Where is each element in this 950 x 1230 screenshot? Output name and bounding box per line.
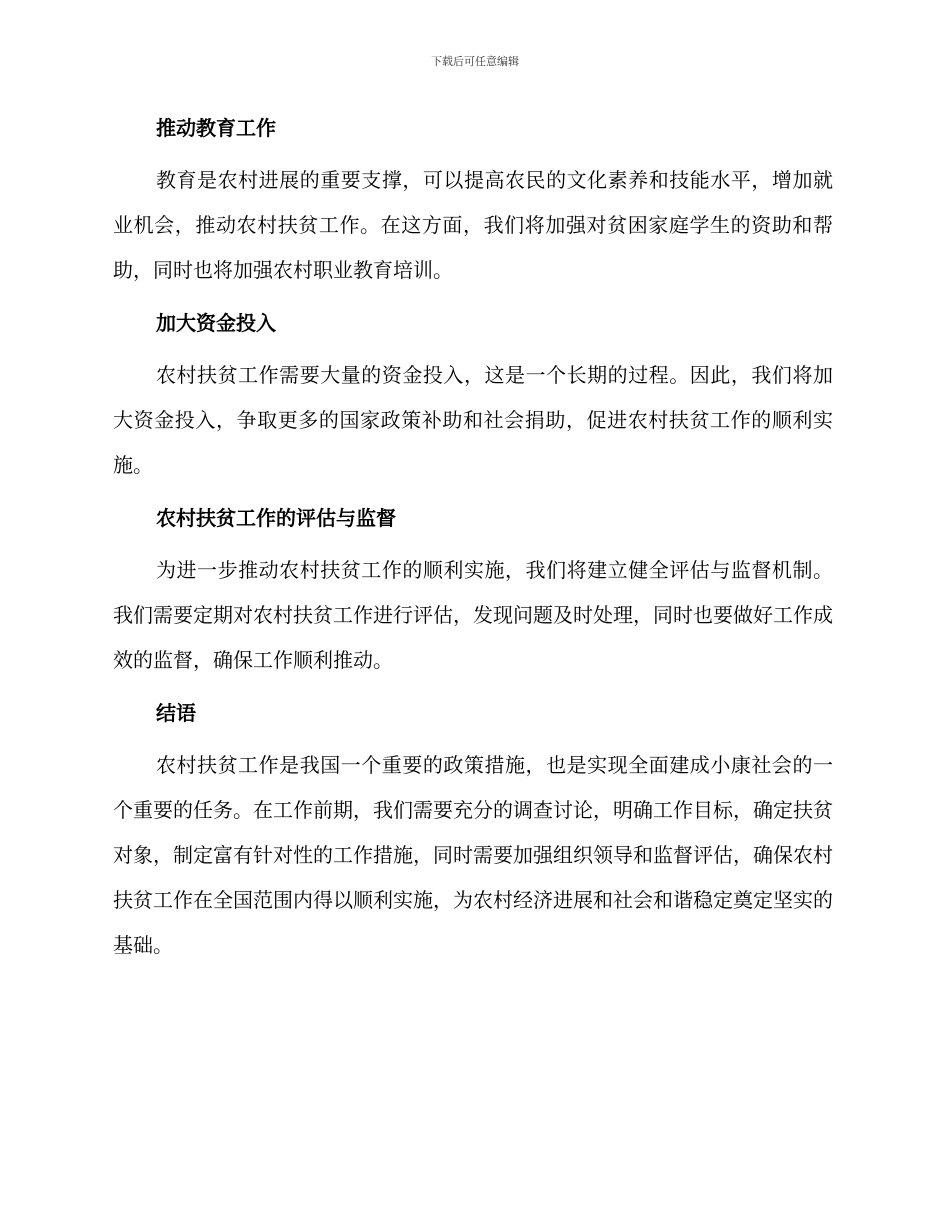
section-heading-conclusion: 结语 (156, 701, 196, 725)
section-paragraph-funding: 农村扶贫工作需要大量的资金投入，这是一个长期的过程。因此，我们将加大资金投入，争取更多的国家政策补助和社会捐助，促进农村扶贫工作的顺利实施。 (113, 363, 833, 477)
page-header-note: 下载后可任意编辑 (431, 55, 519, 68)
section-heading-funding: 加大资金投入 (156, 311, 276, 335)
section-paragraph-conclusion: 农村扶贫工作是我国一个重要的政策措施，也是实现全面建成小康社会的一个重要的任务。在工作前期，我们需要充分的调查讨论，明确工作目标，确定扶贫对象，制定富有针对性的工作措施，同时需要加强组织领导和监督评估，确保农村扶贫工作在全国范围内得以顺利实施，为农村经济进展和社会和谐稳定奠定坚实的基础。 (113, 753, 833, 957)
section-paragraph-education: 教育是农村进展的重要支撑，可以提高农民的文化素养和技能水平，增加就业机会，推动农村扶贫工作。在这方面，我们将加强对贫困家庭学生的资助和帮助，同时也将加强农村职业教育培训。 (113, 168, 833, 282)
section-heading-education: 推动教育工作 (156, 116, 276, 140)
section-heading-evaluation: 农村扶贫工作的评估与监督 (156, 506, 396, 530)
document-body (113, 113, 833, 983)
section-paragraph-evaluation: 为进一步推动农村扶贫工作的顺利实施，我们将建立健全评估与监督机制。我们需要定期对农村扶贫工作进行评估，发现问题及时处理，同时也要做好工作成效的监督，确保工作顺利推动。 (113, 558, 833, 672)
